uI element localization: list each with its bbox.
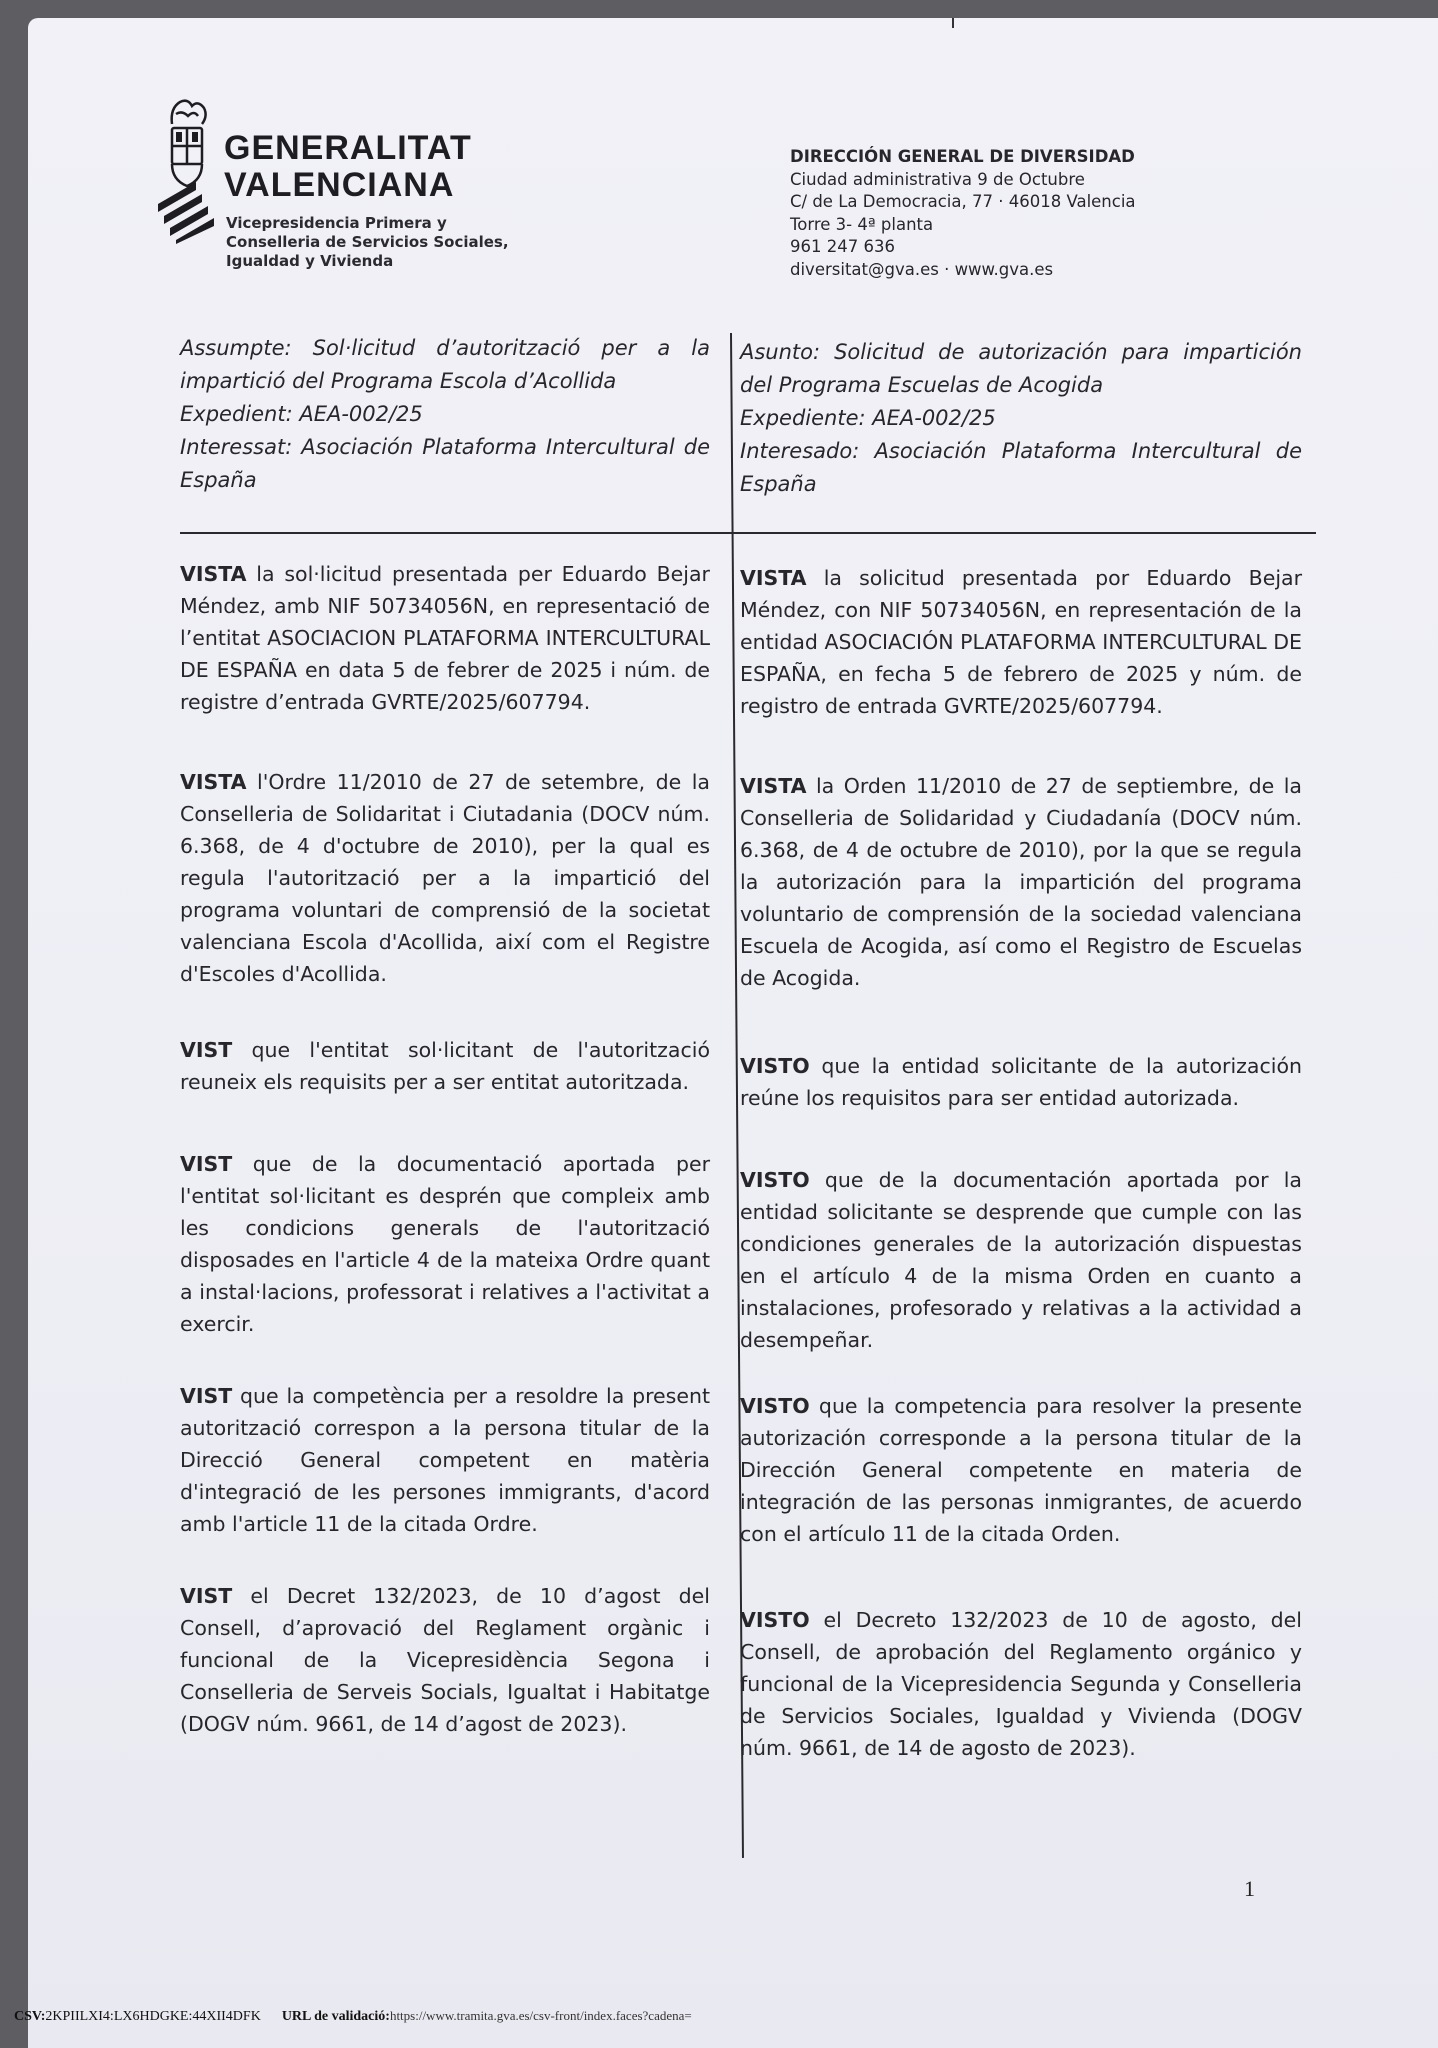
header-divider [180, 532, 1316, 534]
address-line-3: Torre 3- 4ª planta [790, 214, 934, 234]
paragraph-lead: VIST [180, 1584, 233, 1608]
address-block [790, 146, 1136, 281]
expedient-line: Expedient: AEA-002/25 [180, 402, 423, 426]
paragraph-text: que la competencia para resolver la presente autorización corresponde a la persona titular de la Dirección General competente en materia de integración de las personas inmigrantes, de acuerdo con el artículo 11 de la citada Orden. [740, 1394, 1302, 1546]
paragraph-text: la sol·licitud presentada per Eduardo Bejar Méndez, amb NIF 50734056N, en representació de l’entitat ASOCIACION PLATAFORMA INTERCULTURAL DE ESPAÑA en data 5 de febrer de 2025 i núm. de registre d’entrada GVRTE/2025/607794. [180, 562, 710, 714]
logo-sub-line-3: Igualdad y Vivienda [226, 252, 394, 270]
subject-line: Asunto: Solicitud de autorización para impartición del Programa Escuelas de Acogida [740, 340, 1302, 397]
logo-sub-line-2: Conselleria de Servicios Sociales, [226, 233, 509, 251]
paragraph-text: que de la documentació aportada per l'entitat sol·licitant es desprén que compleix amb les condicions generals de l'autorització disposades en l'article 4 de la mateixa Ordre quant a instal·lacions, professorat i relatives a l'activitat a exercir. [180, 1152, 710, 1336]
logo-subtitle [226, 214, 509, 271]
phone-number: 961 247 636 [790, 237, 895, 256]
subject-line: Assumpte: Sol·licitud d’autorització per a la impartició del Programa Escola d’Acollida [180, 336, 710, 393]
paragraph-valencian-5 [180, 1380, 710, 1540]
paragraph-lead: VISTO [740, 1394, 810, 1418]
paragraph-spanish-3 [740, 1050, 1302, 1114]
paragraph-text: l'Ordre 11/2010 de 27 de setembre, de la Conselleria de Solidaritat i Ciutadania (DOCV núm. 6.368, de 4 d'octubre de 2010), per la qual es regula l'autorització per a la impartició del programa voluntari de comprensió de la societat valenciana Escola d'Acollida, així com el Registre d'Escoles d'Acollida. [180, 770, 710, 986]
csv-code: 2KPIILXI4:LX6HDGKE:44XII4DFK [45, 2009, 261, 2024]
logo-title-line-1: GENERALITAT [224, 129, 472, 167]
paragraph-valencian-6 [180, 1580, 710, 1740]
address-line-1: Ciudad administrativa 9 de Octubre [790, 169, 1085, 189]
contact-line: diversitat@gva.es · www.gva.es [790, 259, 1054, 279]
paragraph-lead: VISTO [740, 1168, 810, 1192]
paragraph-text: que la entidad solicitante de la autorización reúne los requisitos para ser entidad autorizada. [740, 1054, 1302, 1110]
paragraph-text: que de la documentación aportada por la entidad solicitante se desprende que cumple con las condiciones generales de la autorización dispuestas en el artículo 4 de la misma Orden en cuanto a instalaciones, profesorado y relativas a la actividad a desempeñar. [740, 1168, 1302, 1352]
department-name: DIRECCIÓN GENERAL DE DIVERSIDAD [790, 147, 1135, 166]
paragraph-lead: VISTA [180, 770, 247, 794]
interested-party-line: Interesado: Asociación Plataforma Intercultural de España [740, 439, 1302, 496]
paragraph-text: que l'entitat sol·licitant de l'autorització reuneix els requisits per a ser entitat autoritzada. [180, 1038, 710, 1094]
paragraph-spanish-6 [740, 1604, 1302, 1764]
subject-block-valencian [180, 332, 710, 497]
paragraph-text: la solicitud presentada por Eduardo Bejar Méndez, con NIF 50734056N, en representación de la entidad ASOCIACIÓN PLATAFORMA INTERCULTURAL DE ESPAÑA, en fecha 5 de febrero de 2025 y núm. de registro de entrada GVRTE/2025/607794. [740, 566, 1302, 718]
paragraph-spanish-1 [740, 562, 1302, 722]
document-page [28, 18, 1438, 2048]
paragraph-valencian-1 [180, 558, 710, 718]
csv-label: CSV: [14, 2009, 46, 2024]
paragraph-lead: VISTO [740, 1054, 810, 1078]
scan-mark [952, 18, 954, 28]
paragraph-lead: VIST [180, 1384, 233, 1408]
paragraph-valencian-4 [180, 1148, 710, 1340]
coat-of-arms-icon [158, 94, 218, 244]
page-number: 1 [1244, 1876, 1255, 1901]
paragraph-lead: VISTA [740, 566, 807, 590]
paragraph-spanish-5 [740, 1390, 1302, 1550]
paragraph-spanish-4 [740, 1164, 1302, 1356]
validation-url[interactable]: https://www.tramita.gva.es/csv-front/index.faces?cadena= [389, 2008, 692, 2023]
logo-title-line-2: VALENCIANA [224, 166, 455, 204]
logo-wordmark [224, 130, 472, 204]
paragraph-lead: VISTA [180, 562, 247, 586]
paragraph-lead: VIST [180, 1152, 233, 1176]
generalitat-logo [158, 94, 558, 284]
url-label: URL de validació: [281, 2009, 390, 2024]
paragraph-spanish-2 [740, 770, 1302, 994]
paragraph-lead: VISTO [740, 1608, 810, 1632]
address-line-2: C/ de La Democracia, 77 · 46018 Valencia [790, 192, 1136, 211]
logo-sub-line-1: Vicepresidencia Primera y [226, 214, 447, 232]
paragraph-text: la Orden 11/2010 de 27 de septiembre, de la Conselleria de Solidaridad y Ciudadanía (DOCV núm. 6.368, de 4 de octubre de 2010), por la que se regula la autorización para la impartición del programa voluntario de comprensión de la sociedad valenciana Escuela de Acogida, así como el Registro de Escuelas de Acogida. [740, 774, 1302, 990]
expedient-line: Expediente: AEA-002/25 [740, 406, 996, 430]
paragraph-lead: VIST [180, 1038, 233, 1062]
subject-block-spanish [740, 336, 1302, 501]
paragraph-valencian-3 [180, 1034, 710, 1098]
validation-footer [14, 2008, 692, 2025]
paragraph-text: el Decreto 132/2023 de 10 de agosto, del Consell, de aprobación del Reglamento orgánico y funcional de la Vicepresidencia Segunda y Conselleria de Servicios Sociales, Igualdad y Vivienda (DOGV núm. 9661, de 14 de agosto de 2023). [740, 1608, 1302, 1760]
paragraph-text: el Decret 132/2023, de 10 d’agost del Consell, d’aprovació del Reglament orgànic i funcional de la Vicepresidència Segona i Conselleria de Serveis Socials, Igualtat i Habitatge (DOGV núm. 9661, de 14 d’agost de 2023). [180, 1584, 710, 1736]
interested-party-line: Interessat: Asociación Plataforma Intercultural de España [180, 435, 710, 492]
paragraph-lead: VISTA [740, 774, 807, 798]
paragraph-text: que la competència per a resoldre la present autorització correspon a la persona titular de la Direcció General competent en matèria d'integració de les persones immigrants, d'acord amb l'article 11 de la citada Ordre. [180, 1384, 710, 1536]
paragraph-valencian-2 [180, 766, 710, 990]
